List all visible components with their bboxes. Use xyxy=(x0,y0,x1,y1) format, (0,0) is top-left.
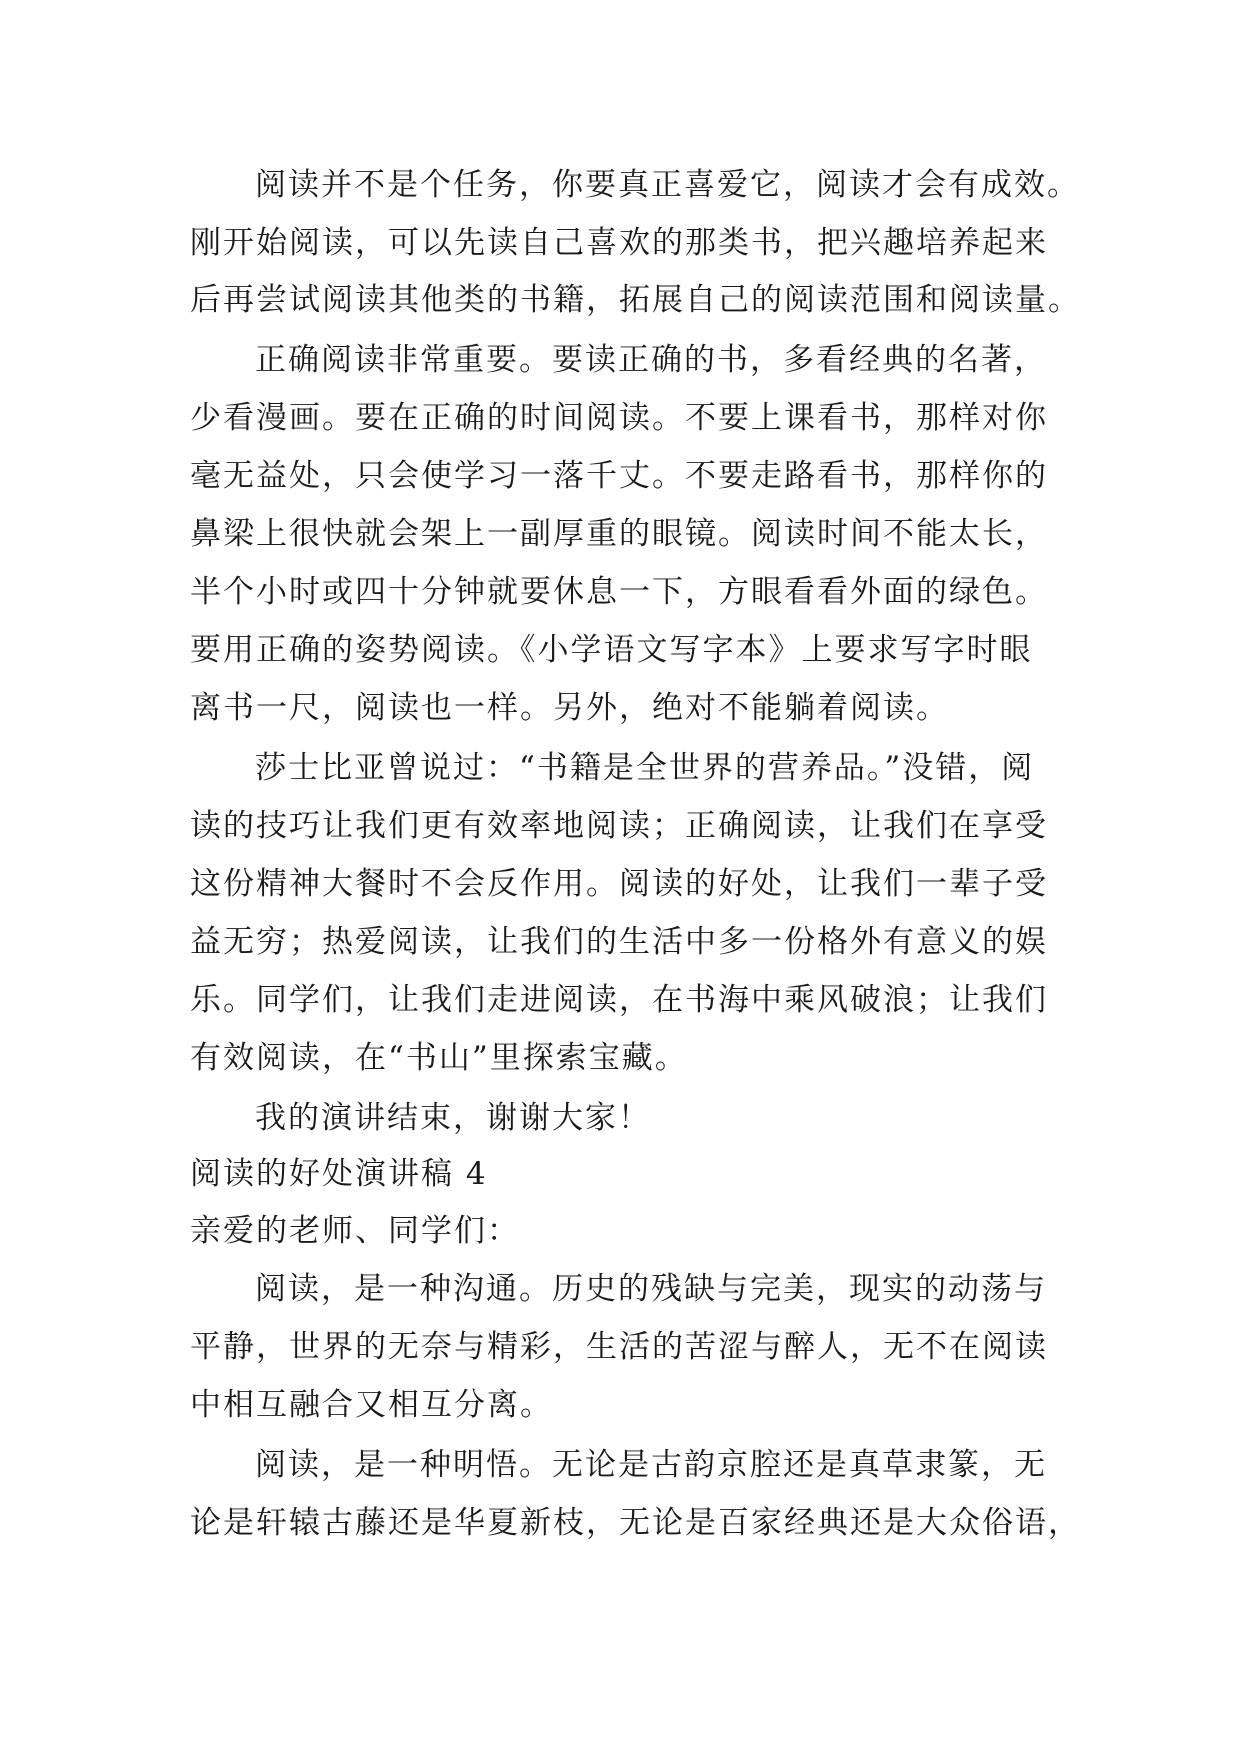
paragraph-line: 毫无益处，只会使学习一落千丈。不要走路看书，那样你的 xyxy=(190,458,1048,494)
paragraph-line: 平静，世界的无奈与精彩，生活的苦涩与醉人，无不在阅读 xyxy=(190,1329,1048,1365)
paragraph-line: 阅读，是一种沟通。历史的残缺与完美，现实的动荡与 xyxy=(255,1271,1047,1307)
paragraph-line: 中相互融合又相互分离。 xyxy=(190,1387,553,1423)
paragraph-line: 刚开始阅读，可以先读自己喜欢的那类书，把兴趣培养起来 xyxy=(190,225,1048,261)
paragraph-line: 要用正确的姿势阅读。《小学语文写字本》上要求写字时眼 xyxy=(190,632,1033,668)
salutation: 亲爱的老师、同学们： xyxy=(190,1213,520,1249)
paragraph-line: 少看漫画。要在正确的时间阅读。不要上课看书，那样对你 xyxy=(190,400,1048,436)
paragraph-line: 乐。同学们，让我们走进阅读，在书海中乘风破浪；让我们 xyxy=(190,982,1048,1018)
paragraph-line: 离书一尺，阅读也一样。另外，绝对不能躺着阅读。 xyxy=(190,690,949,726)
paragraph-line: 正确阅读非常重要。要读正确的书，多看经典的名著， xyxy=(255,342,1047,378)
paragraph-line: 益无穷；热爱阅读，让我们的生活中多一份格外有意义的娱 xyxy=(190,924,1048,960)
section-heading: 阅读的好处演讲稿 4 xyxy=(190,1156,488,1192)
paragraph-line: 有效阅读，在“书山”里探索宝藏。 xyxy=(190,1040,688,1076)
paragraph-line: 半个小时或四十分钟就要休息一下，方眼看看外面的绿色。 xyxy=(190,574,1048,610)
paragraph-line: 论是轩辕古藤还是华夏新枝，无论是百家经典还是大众俗语， xyxy=(190,1505,1081,1541)
paragraph-line: 后再尝试阅读其他类的书籍，拓展自己的阅读范围和阅读量。 xyxy=(190,282,1081,318)
paragraph-line: 我的演讲结束，谢谢大家！ xyxy=(255,1100,651,1136)
paragraph-line: 读的技巧让我们更有效率地阅读；正确阅读，让我们在享受 xyxy=(190,808,1048,844)
paragraph-line: 阅读，是一种明悟。无论是古韵京腔还是真草隶篆，无 xyxy=(255,1447,1047,1483)
paragraph-line: 鼻梁上很快就会架上一副厚重的眼镜。阅读时间不能太长， xyxy=(190,516,1048,552)
paragraph-line: 莎士比亚曾说过：“书籍是全世界的营养品。”没错，阅 xyxy=(255,750,1035,786)
paragraph-line: 这份精神大餐时不会反作用。阅读的好处，让我们一辈子受 xyxy=(190,866,1048,902)
paragraph-line: 阅读并不是个任务，你要真正喜爱它，阅读才会有成效。 xyxy=(255,167,1080,203)
